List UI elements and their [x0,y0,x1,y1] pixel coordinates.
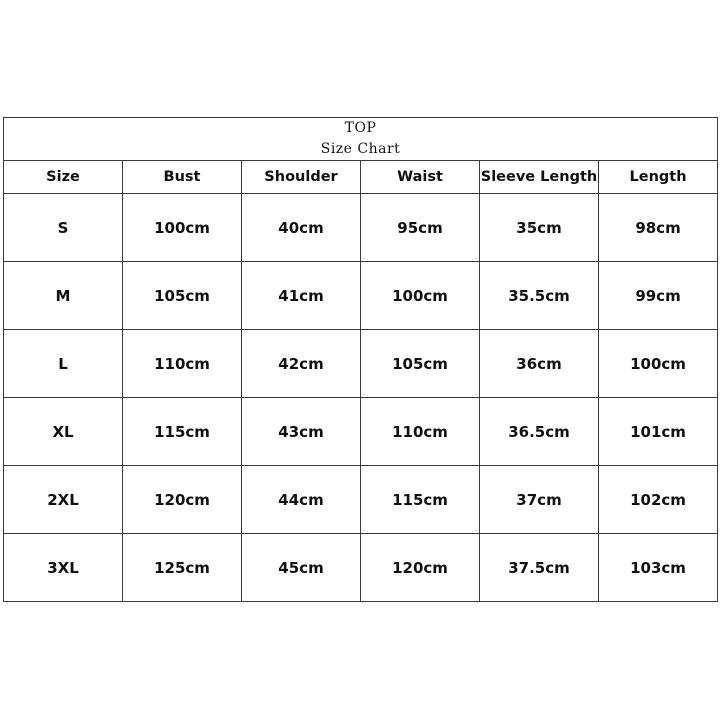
header-sleeve-length: Sleeve Length [480,161,599,194]
cell-shoulder: 45cm [242,534,361,602]
cell-bust: 110cm [123,330,242,398]
cell-bust: 105cm [123,262,242,330]
size-chart-table [3,117,718,602]
cell-sleeve-length: 37cm [480,466,599,534]
table-title [4,118,718,161]
header-size: Size [4,161,123,194]
header-row [4,161,718,194]
table-row [4,466,718,534]
cell-shoulder: 43cm [242,398,361,466]
title-row [4,118,718,161]
title-top: TOP [344,120,377,136]
cell-shoulder: 40cm [242,194,361,262]
cell-sleeve-length: 36.5cm [480,398,599,466]
table-row [4,534,718,602]
cell-bust: 100cm [123,194,242,262]
table-row [4,330,718,398]
cell-waist: 120cm [361,534,480,602]
header-bust: Bust [123,161,242,194]
table-row [4,398,718,466]
header-shoulder: Shoulder [242,161,361,194]
cell-sleeve-length: 37.5cm [480,534,599,602]
cell-length: 103cm [599,534,718,602]
cell-sleeve-length: 35cm [480,194,599,262]
cell-bust: 115cm [123,398,242,466]
cell-size: M [4,262,123,330]
cell-bust: 125cm [123,534,242,602]
cell-waist: 110cm [361,398,480,466]
cell-length: 101cm [599,398,718,466]
cell-sleeve-length: 35.5cm [480,262,599,330]
cell-size: XL [4,398,123,466]
cell-size: S [4,194,123,262]
cell-size: L [4,330,123,398]
table-row [4,262,718,330]
cell-length: 102cm [599,466,718,534]
table-row [4,194,718,262]
title-size-chart: Size Chart [320,141,401,157]
cell-sleeve-length: 36cm [480,330,599,398]
header-length: Length [599,161,718,194]
cell-length: 98cm [599,194,718,262]
cell-size: 2XL [4,466,123,534]
cell-length: 99cm [599,262,718,330]
header-waist: Waist [361,161,480,194]
cell-bust: 120cm [123,466,242,534]
cell-waist: 105cm [361,330,480,398]
cell-shoulder: 42cm [242,330,361,398]
cell-shoulder: 44cm [242,466,361,534]
cell-waist: 115cm [361,466,480,534]
cell-waist: 95cm [361,194,480,262]
cell-size: 3XL [4,534,123,602]
cell-length: 100cm [599,330,718,398]
cell-waist: 100cm [361,262,480,330]
cell-shoulder: 41cm [242,262,361,330]
